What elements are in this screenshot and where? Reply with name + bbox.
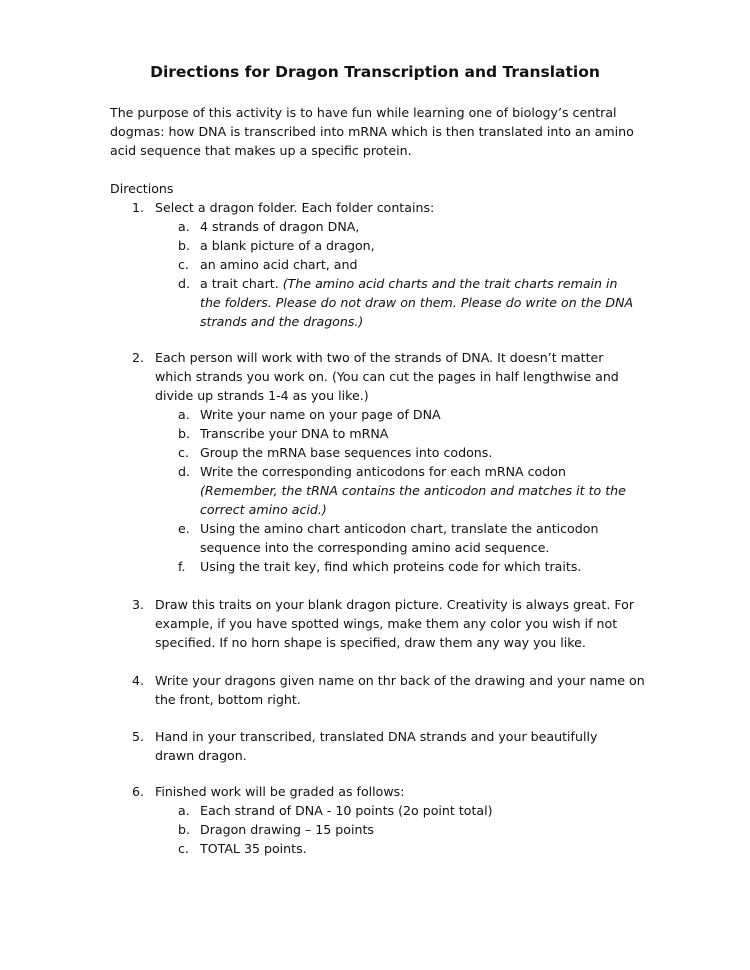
- substep-text: 4 strands of dragon DNA,: [200, 219, 360, 234]
- step-text: Select a dragon folder. Each folder contains:: [155, 200, 435, 215]
- substep-letter: c.: [178, 841, 189, 856]
- step-text: Each person will work with two of the strands of DNA. It doesn’t matter: [155, 350, 604, 365]
- substep-letter: c.: [178, 445, 189, 460]
- substep-lead: a trait chart.: [200, 276, 283, 291]
- step-text: divide up strands 1-4 as you like.): [155, 388, 369, 403]
- step-number: 2.: [132, 350, 145, 365]
- substep-text: Using the amino chart anticodon chart, translate the anticodon: [200, 521, 599, 536]
- substep-letter: d.: [178, 464, 190, 479]
- substep-text: Write the corresponding anticodons for each mRNA codon: [200, 464, 566, 479]
- step-text: which strands you work on. (You can cut the pages in half lengthwise and: [155, 369, 619, 384]
- substep-letter: d.: [178, 276, 190, 291]
- step-text: the front, bottom right.: [155, 692, 301, 707]
- substep-text: Write your name on your page of DNA: [200, 407, 441, 422]
- substep-note: (Remember, the tRNA contains the anticodon and matches it to the: [200, 483, 626, 498]
- intro-paragraph-line: dogmas: how DNA is transcribed into mRNA which is then translated into an amino: [110, 124, 634, 139]
- substep-note: strands and the dragons.): [200, 314, 364, 329]
- substep-text: sequence into the corresponding amino acid sequence.: [200, 540, 550, 555]
- page-title: Directions for Dragon Transcription and Translation: [150, 63, 600, 81]
- substep-text: [200, 274, 618, 293]
- substep-letter: a.: [178, 407, 190, 422]
- substep-text: Transcribe your DNA to mRNA: [200, 426, 389, 441]
- substep-note: (The amino acid charts and the trait charts remain in: [282, 276, 618, 291]
- step-text: Hand in your transcribed, translated DNA strands and your beautifully: [155, 729, 598, 744]
- step-number: 1.: [132, 200, 145, 215]
- substep-text: Dragon drawing – 15 points: [200, 822, 374, 837]
- substep-letter: b.: [178, 822, 190, 837]
- step-number: 5.: [132, 729, 145, 744]
- substep-letter: b.: [178, 426, 190, 441]
- intro-paragraph-line: The purpose of this activity is to have fun while learning one of biology’s central: [110, 105, 617, 120]
- directions-heading: Directions: [110, 181, 174, 196]
- substep-letter: c.: [178, 257, 189, 272]
- substep-text: a blank picture of a dragon,: [200, 238, 375, 253]
- step-number: 4.: [132, 673, 145, 688]
- step-text: drawn dragon.: [155, 748, 247, 763]
- substep-letter: a.: [178, 803, 190, 818]
- step-number: 3.: [132, 597, 145, 612]
- substep-text: an amino acid chart, and: [200, 257, 358, 272]
- substep-text: Each strand of DNA - 10 points (2o point total): [200, 803, 493, 818]
- step-number: 6.: [132, 784, 145, 799]
- step-text: specified. If no horn shape is specified, draw them any way you like.: [155, 635, 586, 650]
- substep-note: correct amino acid.): [200, 502, 327, 517]
- step-text: example, if you have spotted wings, make them any color you wish if not: [155, 616, 618, 631]
- substep-text: Group the mRNA base sequences into codons.: [200, 445, 493, 460]
- substep-note: the folders. Please do not draw on them. Please do write on the DNA: [200, 295, 634, 310]
- substep-letter: f.: [178, 559, 186, 574]
- step-text: Draw this traits on your blank dragon picture. Creativity is always great. For: [155, 597, 635, 612]
- substep-letter: e.: [178, 521, 190, 536]
- step-text: Finished work will be graded as follows:: [155, 784, 405, 799]
- substep-text: TOTAL 35 points.: [200, 841, 307, 856]
- step-text: Write your dragons given name on thr back of the drawing and your name on: [155, 673, 645, 688]
- intro-paragraph-line: acid sequence that makes up a specific protein.: [110, 143, 412, 158]
- substep-letter: a.: [178, 219, 190, 234]
- substep-letter: b.: [178, 238, 190, 253]
- substep-text: Using the trait key, find which proteins code for which traits.: [200, 559, 582, 574]
